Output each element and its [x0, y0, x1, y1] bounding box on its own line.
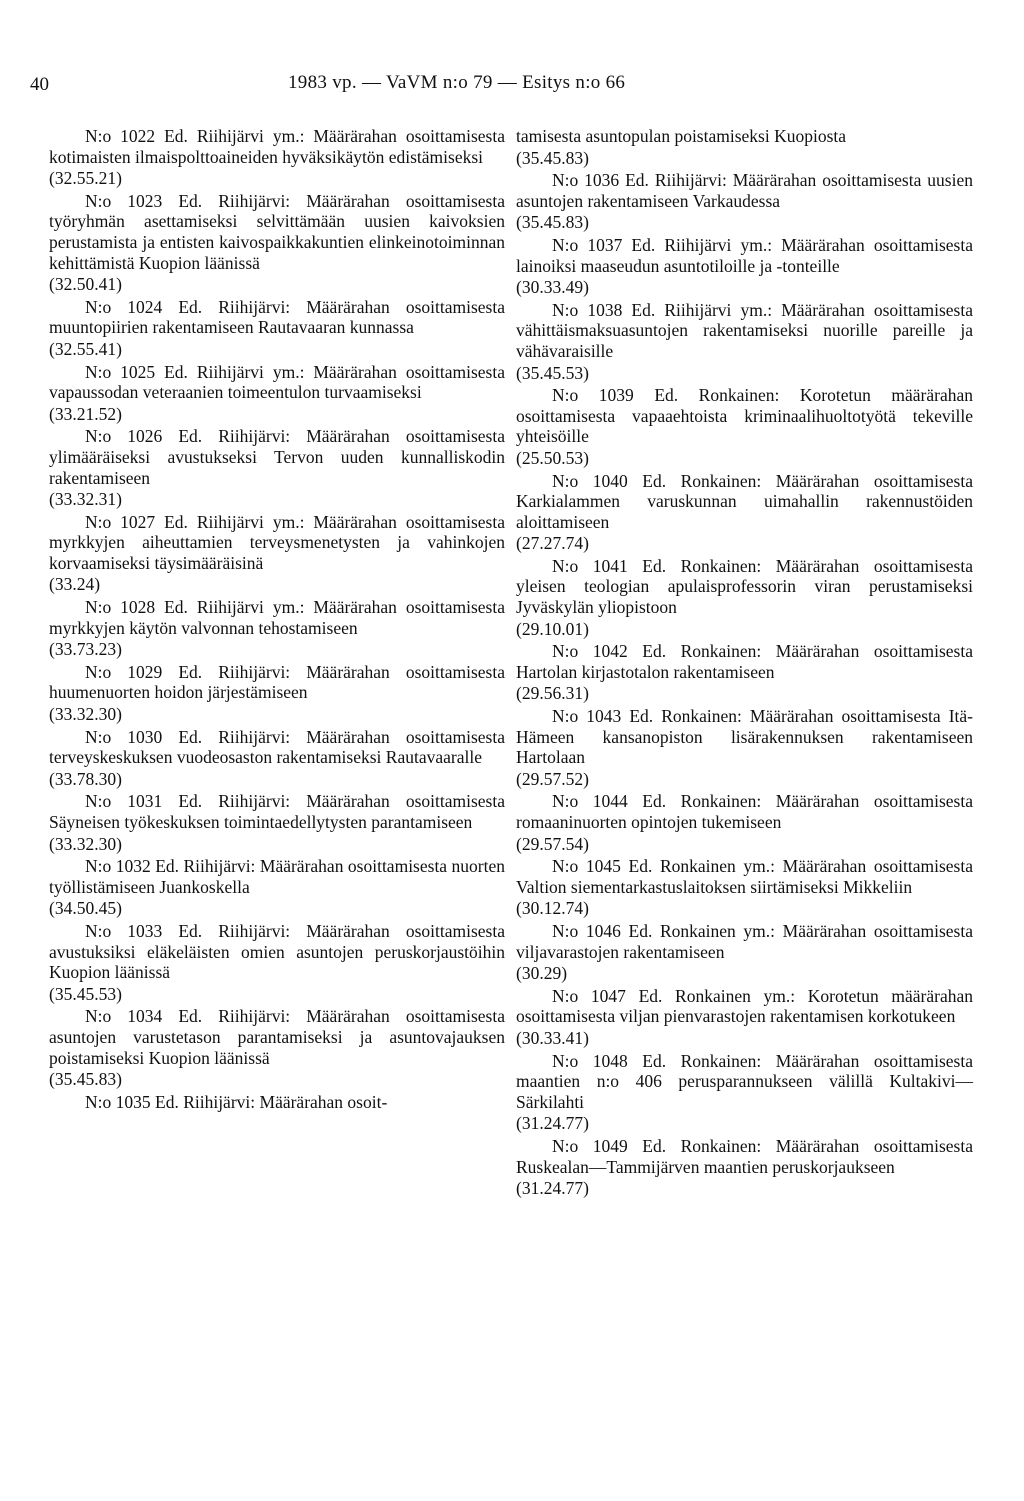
budget-code: (35.45.83)	[516, 147, 589, 168]
budget-code: (29.56.31)	[516, 683, 589, 704]
entry-text: N:o 1043 Ed. Ronkainen: Määrärahan osoittamisesta Itä-Hämeen kansanopiston lisärakennuksen rakentamiseen Hartolaan	[516, 706, 973, 768]
entry-text: N:o 1035 Ed. Riihijärvi: Määrärahan osoit-	[85, 1091, 388, 1112]
entry	[516, 856, 973, 919]
entry-text: N:o 1037 Ed. Riihijärvi ym.: Määrärahan osoittamisesta lainoiksi maaseudun asuntotiloille ja -tonteille	[516, 234, 973, 276]
entry-text: N:o 1026 Ed. Riihijärvi: Määrärahan osoittamisesta ylimääräiseksi avustukseksi Tervon uuden kunnalliskodin rakentamiseen	[49, 426, 505, 488]
entry-text: N:o 1022 Ed. Riihijärvi ym.: Määrärahan osoittamisesta kotimaisten ilmaispolttoaineiden hyväksikäytön edistämiseksi	[49, 126, 505, 167]
budget-code: (29.57.54)	[516, 833, 589, 854]
entry-text: N:o 1028 Ed. Riihijärvi ym.: Määrärahan osoittamisesta myrkkyjen käytön valvonnan tehostamiseen	[49, 597, 505, 638]
budget-code: (33.32.30)	[49, 704, 122, 725]
entry	[49, 856, 505, 919]
budget-code: (29.10.01)	[516, 618, 589, 639]
budget-code: (35.45.83)	[516, 212, 589, 233]
budget-code: (30.33.49)	[516, 277, 589, 298]
budget-code: (35.45.83)	[49, 1069, 122, 1090]
entry-text: tamisesta asuntopulan poistamiseksi Kuopiosta	[516, 126, 847, 146]
budget-code: (35.45.53)	[49, 983, 122, 1004]
entry-text: N:o 1038 Ed. Riihijärvi ym.: Määrärahan osoittamisesta vähittäismaksuasuntojen rakentamiseksi nuorille pareille ja vähävaraisille	[516, 299, 973, 361]
budget-code: (33.32.31)	[49, 489, 122, 510]
entry-text: N:o 1030 Ed. Riihijärvi: Määrärahan osoittamisesta terveyskeskuksen vuodeosaston rakentamiseksi Rautavaaralle	[49, 726, 505, 768]
entry-text: N:o 1040 Ed. Ronkainen: Määrärahan osoittamisesta Karkialammen varuskunnan uimahallin rakennustöiden aloittamiseen	[516, 470, 973, 532]
entry-text: N:o 1048 Ed. Ronkainen: Määrärahan osoittamisesta maantien n:o 406 perusparannukseen välillä Kultakivi—Särkilahti	[516, 1050, 973, 1112]
entry-text: N:o 1036 Ed. Riihijärvi: Määrärahan osoittamisesta uusien asuntojen rakentamiseen Varkaudessa	[516, 170, 973, 211]
budget-code: (30.12.74)	[516, 898, 589, 919]
entry-text: N:o 1023 Ed. Riihijärvi: Määrärahan osoittamisesta työryhmän asettamiseksi selvittämään uusien kaivoksien perustamista ja entisten kaivospaikkakuntien elinkeinotoiminnan kehittämistä Kuopion läänissä	[49, 190, 505, 273]
budget-code: (33.32.30)	[49, 833, 122, 854]
budget-code: (31.24.77)	[516, 1178, 589, 1199]
entry-text: N:o 1046 Ed. Ronkainen ym.: Määrärahan osoittamisesta viljavarastojen rakentamiseen	[516, 920, 973, 962]
budget-code: (30.29)	[516, 963, 568, 984]
entry	[49, 727, 505, 790]
entry	[49, 126, 505, 189]
left-column	[49, 126, 505, 1112]
entry	[49, 597, 505, 660]
budget-code: (34.50.45)	[49, 898, 122, 919]
entry	[516, 641, 973, 704]
budget-code: (32.55.21)	[49, 168, 122, 189]
entry-text: N:o 1029 Ed. Riihijärvi: Määrärahan osoittamisesta huumenuorten hoidon järjestämiseen	[49, 661, 505, 703]
entry-text: N:o 1034 Ed. Riihijärvi: Määrärahan osoittamisesta asuntojen varustetason parantamiseksi ja asuntovajauksen poistamiseksi Kuopion läänissä	[49, 1006, 505, 1068]
entry	[516, 1136, 973, 1199]
entry-text: N:o 1033 Ed. Riihijärvi: Määrärahan osoittamisesta avustuksiksi eläkeläisten omien asuntojen peruskorjaustöihin Kuopion läänissä	[49, 920, 505, 983]
entry	[49, 1092, 505, 1113]
budget-code: (35.45.53)	[516, 362, 589, 383]
entry	[49, 362, 505, 425]
entry	[49, 512, 505, 595]
budget-code: (33.24)	[49, 574, 101, 595]
budget-code: (31.24.77)	[516, 1113, 589, 1134]
running-head: 1983 vp. — VaVM n:o 79 — Esitys n:o 66	[288, 72, 626, 93]
entry-text: N:o 1041 Ed. Ronkainen: Määrärahan osoittamisesta yleisen teologian apulaisprofessorin viran perustamiseksi Jyväskylän yliopistoon	[516, 555, 973, 618]
entry	[516, 300, 973, 383]
budget-code: (33.78.30)	[49, 768, 122, 789]
budget-code: (30.33.41)	[516, 1027, 589, 1048]
entry	[516, 791, 973, 854]
budget-code: (33.21.52)	[49, 403, 122, 424]
entry	[49, 921, 505, 1004]
entry-text: N:o 1044 Ed. Ronkainen: Määrärahan osoittamisesta romaaninuorten opintojen tukemiseen	[516, 791, 973, 832]
budget-code: (32.55.41)	[49, 338, 122, 359]
entry-text: N:o 1045 Ed. Ronkainen ym.: Määrärahan osoittamisesta Valtion siementarkastuslaitoksen siirtämiseksi Mikkeliin	[516, 856, 973, 897]
entry	[516, 126, 973, 168]
right-column	[516, 126, 973, 1201]
entry	[516, 986, 973, 1049]
budget-code: (27.27.74)	[516, 533, 589, 554]
entry	[49, 791, 505, 854]
entry	[516, 556, 973, 639]
entry-text: N:o 1042 Ed. Ronkainen: Määrärahan osoittamisesta Hartolan kirjastotalon rakentamiseen	[516, 641, 973, 682]
entry	[516, 1051, 973, 1134]
budget-code: (29.57.52)	[516, 768, 589, 789]
entry	[49, 191, 505, 295]
entry	[516, 235, 973, 298]
entry	[49, 662, 505, 725]
entry-text: N:o 1027 Ed. Riihijärvi ym.: Määrärahan osoittamisesta myrkkyjen aiheuttamien terveysmenetysten ja vahinkojen korvaamiseksi täysimääräisinä	[49, 511, 505, 573]
budget-code: (25.50.53)	[516, 447, 589, 468]
entry	[49, 1006, 505, 1089]
page-number: 40	[30, 74, 49, 95]
budget-code: (32.50.41)	[49, 274, 122, 295]
budget-code: (33.73.23)	[49, 639, 122, 660]
entry	[49, 426, 505, 509]
entry-text: N:o 1047 Ed. Ronkainen ym.: Korotetun määrärahan osoittamisesta viljan pienvarastojen rakentamisen korkotukeen	[516, 985, 973, 1027]
entry-text: N:o 1024 Ed. Riihijärvi: Määrärahan osoittamisesta muuntopiirien rakentamiseen Rautavaaran kunnassa	[49, 296, 505, 338]
entry-text: N:o 1049 Ed. Ronkainen: Määrärahan osoittamisesta Ruskealan—Tammijärven maantien peruskorjaukseen	[516, 1135, 973, 1177]
entry	[516, 921, 973, 984]
entry-text: N:o 1031 Ed. Riihijärvi: Määrärahan osoittamisesta Säyneisen työkeskuksen toimintaedellytysten parantamiseen	[49, 791, 505, 832]
entry-text: N:o 1039 Ed. Ronkainen: Korotetun määrärahan osoittamisesta vapaaehtoista kriminaalihuoltotyötä tekeville yhteisöille	[516, 385, 973, 447]
entry-text: N:o 1032 Ed. Riihijärvi: Määrärahan osoittamisesta nuorten työllistämiseen Juankoskella	[49, 856, 505, 897]
entry	[516, 471, 973, 554]
entry	[516, 385, 973, 468]
entry	[516, 706, 973, 789]
entry-text: N:o 1025 Ed. Riihijärvi ym.: Määrärahan osoittamisesta vapaussodan veteraanien toimeentulon turvaamiseksi	[49, 361, 505, 403]
entry	[516, 170, 973, 233]
entry	[49, 297, 505, 360]
